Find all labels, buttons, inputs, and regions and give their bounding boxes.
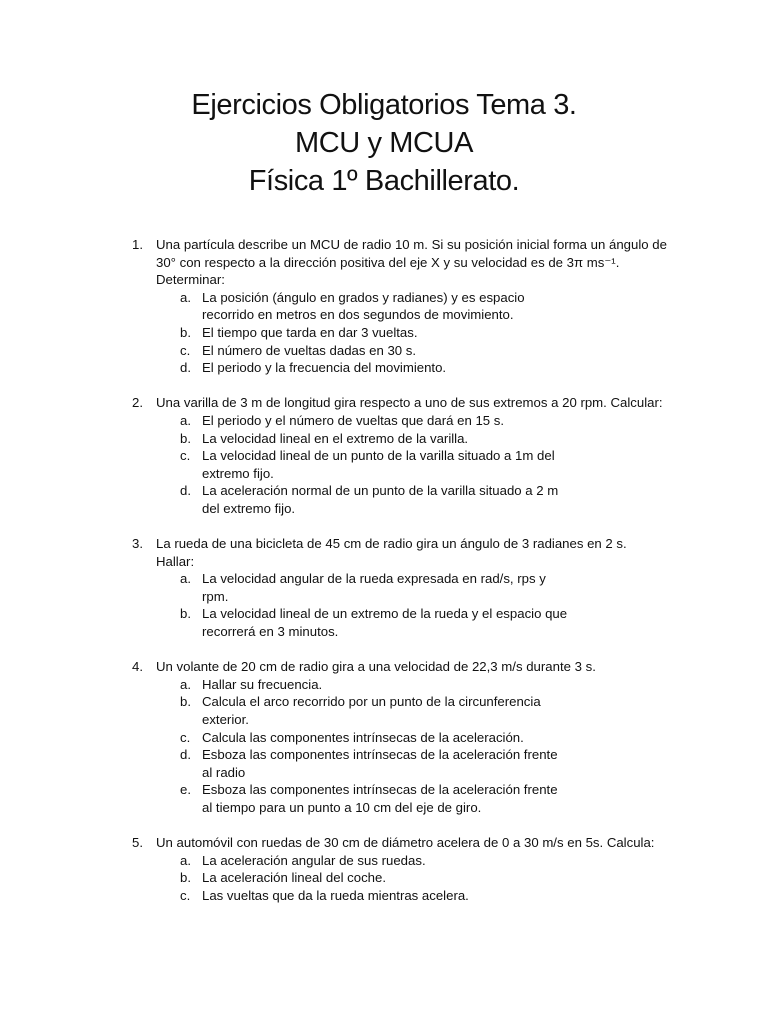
item-text: Esboza las componentes intrínsecas de la aceleración frente al radio	[202, 747, 558, 780]
item-text: La velocidad angular de la rueda expresada en rad/s, rps y rpm.	[202, 571, 546, 604]
item-letter: d.	[180, 483, 191, 499]
item-text: La aceleración angular de sus ruedas.	[202, 852, 426, 868]
exercise-statement: La rueda de una bicicleta de 45 cm de radio gira un ángulo de 3 radianes en 2 s. Hallar:	[156, 536, 627, 569]
exercise-item	[0, 746, 668, 781]
item-letter: c.	[180, 729, 191, 745]
item-letter: e.	[180, 782, 191, 798]
exercise-statement: Una partícula describe un MCU de radio 10 m. Si su posición inicial forma un ángulo de 30° con respecto a la dirección positiva del eje X y su velocidad es de 3π ms⁻¹. Determinar:	[156, 237, 667, 288]
item-text: El número de vueltas dadas en 30 s.	[202, 342, 417, 358]
item-letter: b.	[180, 606, 191, 622]
exercise-item	[0, 605, 668, 640]
item-text: La aceleración normal de un punto de la varilla situado a 2 m del extremo fijo.	[202, 483, 559, 516]
item-text: El periodo y el número de vueltas que dará en 15 s.	[202, 412, 505, 428]
exercise-number: 4.	[132, 659, 143, 675]
item-text: La aceleración lineal del coche.	[202, 870, 387, 886]
item-letter: c.	[180, 342, 191, 358]
exercise-statement: Un automóvil con ruedas de 30 cm de diámetro acelera de 0 a 30 m/s en 5s. Calcula:	[156, 835, 655, 851]
item-text: Calcula las componentes intrínsecas de la aceleración.	[202, 729, 524, 745]
exercise-5	[0, 834, 768, 904]
item-letter: a.	[180, 676, 191, 692]
exercise-statement: Una varilla de 3 m de longitud gira respecto a uno de sus extremos a 20 rpm. Calcular:	[156, 395, 663, 411]
exercise-number: 3.	[132, 536, 143, 552]
item-text: Calcula el arco recorrido por un punto de la circunferencia exterior.	[202, 694, 541, 728]
exercise-item	[0, 570, 668, 605]
exercise-item	[0, 359, 668, 377]
item-text: El periodo y la frecuencia del movimiento.	[202, 360, 447, 376]
exercise-item	[0, 676, 668, 694]
exercise-number: 1.	[132, 237, 143, 252]
item-text: Esboza las componentes intrínsecas de la aceleración frente al tiempo para un punto a 10 cm del eje de giro.	[202, 782, 558, 815]
item-text: La velocidad lineal de un extremo de la rueda y el espacio que recorrerá en 3 minutos.	[202, 606, 568, 640]
item-text: La velocidad lineal en el extremo de la varilla.	[202, 430, 469, 446]
item-text: Las vueltas que da la rueda mientras acelera.	[202, 887, 469, 903]
item-letter: d.	[180, 747, 191, 763]
exercise-item	[0, 852, 668, 870]
exercise-item	[0, 869, 668, 887]
item-letter: c.	[180, 887, 191, 903]
item-letter: b.	[180, 430, 191, 446]
exercise-item	[0, 289, 668, 324]
exercise-item	[0, 887, 668, 905]
item-letter: d.	[180, 360, 191, 376]
item-text: Hallar su frecuencia.	[202, 676, 323, 692]
exercise-number: 2.	[132, 395, 143, 411]
exercise-number: 5.	[132, 835, 143, 851]
item-letter: a.	[180, 412, 191, 428]
exercise-item	[0, 342, 668, 360]
exercise-item	[0, 430, 668, 448]
exercise-item	[0, 482, 668, 517]
title-line-2: MCU y MCUA	[294, 127, 474, 159]
item-letter: a.	[180, 289, 191, 305]
item-letter: b.	[180, 694, 191, 710]
exercise-item	[0, 729, 668, 747]
exercise-1	[0, 236, 768, 377]
item-letter: c.	[180, 448, 191, 464]
item-letter: a.	[180, 571, 191, 587]
exercise-item	[0, 693, 668, 728]
title-line-1: Ejercicios Obligatorios Tema 3.	[191, 89, 577, 121]
exercise-2	[0, 394, 768, 517]
item-letter: b.	[180, 870, 191, 886]
exercise-item	[0, 412, 668, 430]
exercise-4	[0, 658, 768, 816]
item-text: La posición (ángulo en grados y radianes) y es espacio recorrido en metros en dos segundos de movimiento.	[202, 289, 525, 323]
item-letter: a.	[180, 852, 191, 868]
exercise-3	[0, 535, 768, 641]
exercise-item	[0, 781, 668, 816]
exercise-list	[0, 236, 768, 922]
exercise-item	[0, 447, 668, 482]
item-text: El tiempo que tarda en dar 3 vueltas.	[202, 324, 418, 340]
exercise-item	[0, 324, 668, 342]
title-line-3: Física 1º Bachillerato.	[248, 165, 520, 197]
document-title	[0, 86, 768, 200]
item-letter: b.	[180, 324, 191, 340]
item-text: La velocidad lineal de un punto de la varilla situado a 1m del extremo fijo.	[202, 448, 555, 481]
exercise-statement: Un volante de 20 cm de radio gira a una velocidad de 22,3 m/s durante 3 s.	[156, 659, 596, 675]
